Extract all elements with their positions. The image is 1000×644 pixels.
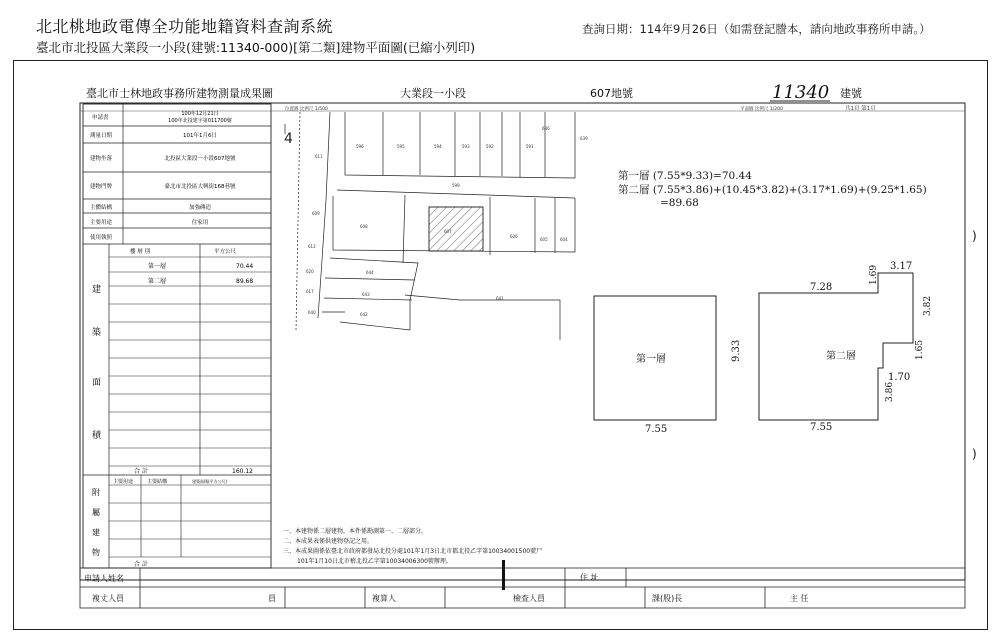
map-arrow-label: 4: [284, 131, 293, 147]
edge-mark-2: ): [972, 447, 977, 461]
chief-label: 課(股)長: [652, 594, 683, 603]
applicant-label: 申請人姓名: [84, 574, 124, 583]
floor-2-label: 第二層: [826, 351, 856, 362]
row-value-application-1: 100年12月21日: [181, 111, 219, 117]
annex-header-structure: 主要結構: [147, 479, 168, 485]
parcel-label: 639: [580, 136, 588, 141]
notes: [283, 527, 542, 565]
vertical-label-2: 築: [92, 328, 102, 338]
parcel-label: 593: [462, 144, 470, 149]
parcel-label: 609: [312, 211, 320, 216]
parcel-label: 596: [356, 144, 364, 149]
build-number-label: 建號: [840, 87, 862, 100]
parcel-label: 604: [560, 237, 568, 242]
annex-total-label: 合 計: [134, 561, 148, 568]
floor-2-dim-notch: 1.70: [888, 372, 911, 383]
vertical-label-3: 面: [92, 378, 102, 388]
recalc-label: 複算人: [372, 594, 396, 603]
note-4: 101年1月10日北市稽北投乙字第10034006300號辦理。: [297, 558, 452, 565]
parcel-label: 594: [434, 144, 442, 149]
scale-left: 位置圖 比例尺 1/500: [285, 107, 328, 112]
handwritten-build-number: 11340: [772, 82, 830, 103]
staff-label: 員: [268, 594, 276, 603]
scale-right: 平面圖 比例尺 1/200: [740, 107, 783, 112]
annex-header-area: 建築面積(平方公尺): [192, 479, 228, 484]
parcel-label: 599: [452, 183, 460, 188]
section-name: 大業段一小段: [400, 87, 466, 100]
note-1: 一、本建物係二層建物，本件係勘測第一、二層部分。: [283, 528, 428, 535]
annex-label-3: 建: [92, 528, 100, 537]
parcel-label: 605: [540, 237, 548, 242]
annex-label-2: 屬: [92, 508, 100, 517]
parcel-label: 595: [397, 144, 405, 149]
row-value-door: 臺北市北投區大興街168巷號: [164, 184, 236, 190]
parcel-label: 641: [496, 296, 504, 301]
page-info: 共1頁 第1頁: [845, 106, 876, 112]
parcel-label: 611: [315, 154, 323, 159]
vertical-label-1: 建: [92, 285, 102, 295]
row-label-use: 主要用途: [90, 220, 113, 226]
floor-1-width: 7.55: [645, 424, 668, 435]
area-total-value: 160.12: [232, 468, 253, 475]
row-value-use: 住家用: [191, 220, 209, 226]
lot-number: 607地號: [590, 87, 633, 100]
note-3: 三、本成果圖係依臺北市政府都發局北投分處101年1月3日北市都北投乙字第10034001500號尸: [283, 548, 543, 555]
system-title: 北北桃地政電傳全功能地籍資料查詢系統: [36, 17, 334, 36]
parcel-label: 617: [306, 289, 314, 294]
row-label-door: 建物門牌: [90, 184, 113, 190]
floor-1-plan: [594, 296, 742, 435]
floor-2-dim-right-upper: 3.82: [923, 295, 933, 316]
floor-2-dim-top-right: 3.17: [890, 261, 913, 272]
annex-label-1: 附: [92, 488, 100, 497]
reviewer-label: 複丈人員: [92, 594, 124, 603]
floor-2-dim-bottom: 7.55: [810, 422, 833, 433]
formula-floor-1: 第一層 (7.55*9.33)=70.44: [618, 170, 752, 182]
area-floor-1: 第一層: [148, 263, 167, 270]
area-header-unit: 平方公尺: [214, 249, 237, 255]
formula-floor-2-result: =89.68: [660, 197, 699, 209]
parcel-label: 642: [360, 312, 368, 317]
floor-2-dim-step1: 1.69: [869, 264, 879, 285]
inspector-label: 檢查人員: [513, 594, 545, 603]
office-title: 臺北市士林地政事務所建物測量成果圖: [86, 87, 273, 100]
row-label-license: 使用執照: [90, 235, 113, 241]
page-subtitle: 臺北市北投區大業段一小段(建號:11340-000)[第二類]建物平面圖(已縮小列印): [36, 40, 476, 55]
floor-2-dim-right-lower: 3.86: [885, 381, 895, 402]
annex-label-4: 物: [92, 548, 100, 557]
parcel-label: 643: [362, 292, 370, 297]
row-label-survey-date: 測量日期: [90, 133, 113, 139]
floor-2-plan: [759, 261, 933, 433]
parcel-label: 606: [510, 234, 518, 239]
parcel-label: 612: [308, 244, 316, 249]
parcel-label: 636: [542, 126, 550, 131]
annex-header-use: 主要用途: [113, 479, 134, 485]
address-label: 住 址: [580, 573, 599, 582]
left-info-table: [83, 104, 271, 568]
floor-1-label: 第一層: [636, 354, 666, 365]
formula-floor-2: 第二層 (7.55*3.86)+(10.45*3.82)+(3.17*1.69)+(9.25*1.65): [618, 184, 927, 196]
row-value-structure: 加強磚造: [188, 205, 212, 211]
area-value-2: 89.68: [236, 278, 254, 285]
note-2: 二、本成果表僅供建物登記之用。: [283, 538, 374, 545]
area-header-floor: 樓 層 別: [130, 249, 150, 255]
area-total-label: 合 計: [134, 468, 148, 475]
row-label-structure: 主體結構: [90, 205, 113, 211]
vertical-label-4: 積: [92, 431, 102, 441]
row-value-location: 北投區大業段一小段607地號: [164, 156, 236, 162]
parcel-label: 591: [526, 144, 534, 149]
parcel-label: 640: [308, 310, 316, 315]
area-value-1: 70.44: [236, 263, 254, 270]
query-date-note: 查詢日期：114年9月26日（如需登記謄本，請向地政事務所申請。）: [582, 22, 931, 36]
parcel-label: 620: [306, 269, 314, 274]
parcel-label: 592: [486, 144, 494, 149]
floor-2-dim-top-left: 7.28: [810, 282, 833, 293]
floor-1-height: 9.33: [731, 339, 742, 362]
parcel-label: 608: [360, 224, 368, 229]
row-label-location: 建物坐落: [90, 156, 113, 162]
director-label: 主 任: [790, 594, 809, 603]
edge-mark-1: ): [972, 229, 977, 243]
redaction-mark: [502, 560, 505, 590]
row-value-survey-date: 101年1月6日: [183, 133, 217, 139]
row-value-application-2: 100年北投建字第011700號: [168, 118, 232, 124]
parcel-label: 607: [444, 229, 452, 234]
parcel-label: 644: [366, 270, 374, 275]
area-floor-2: 第二層: [148, 278, 167, 285]
row-label-application: 申請書: [92, 115, 109, 121]
floor-2-dim-step2: 1.65: [915, 339, 925, 360]
